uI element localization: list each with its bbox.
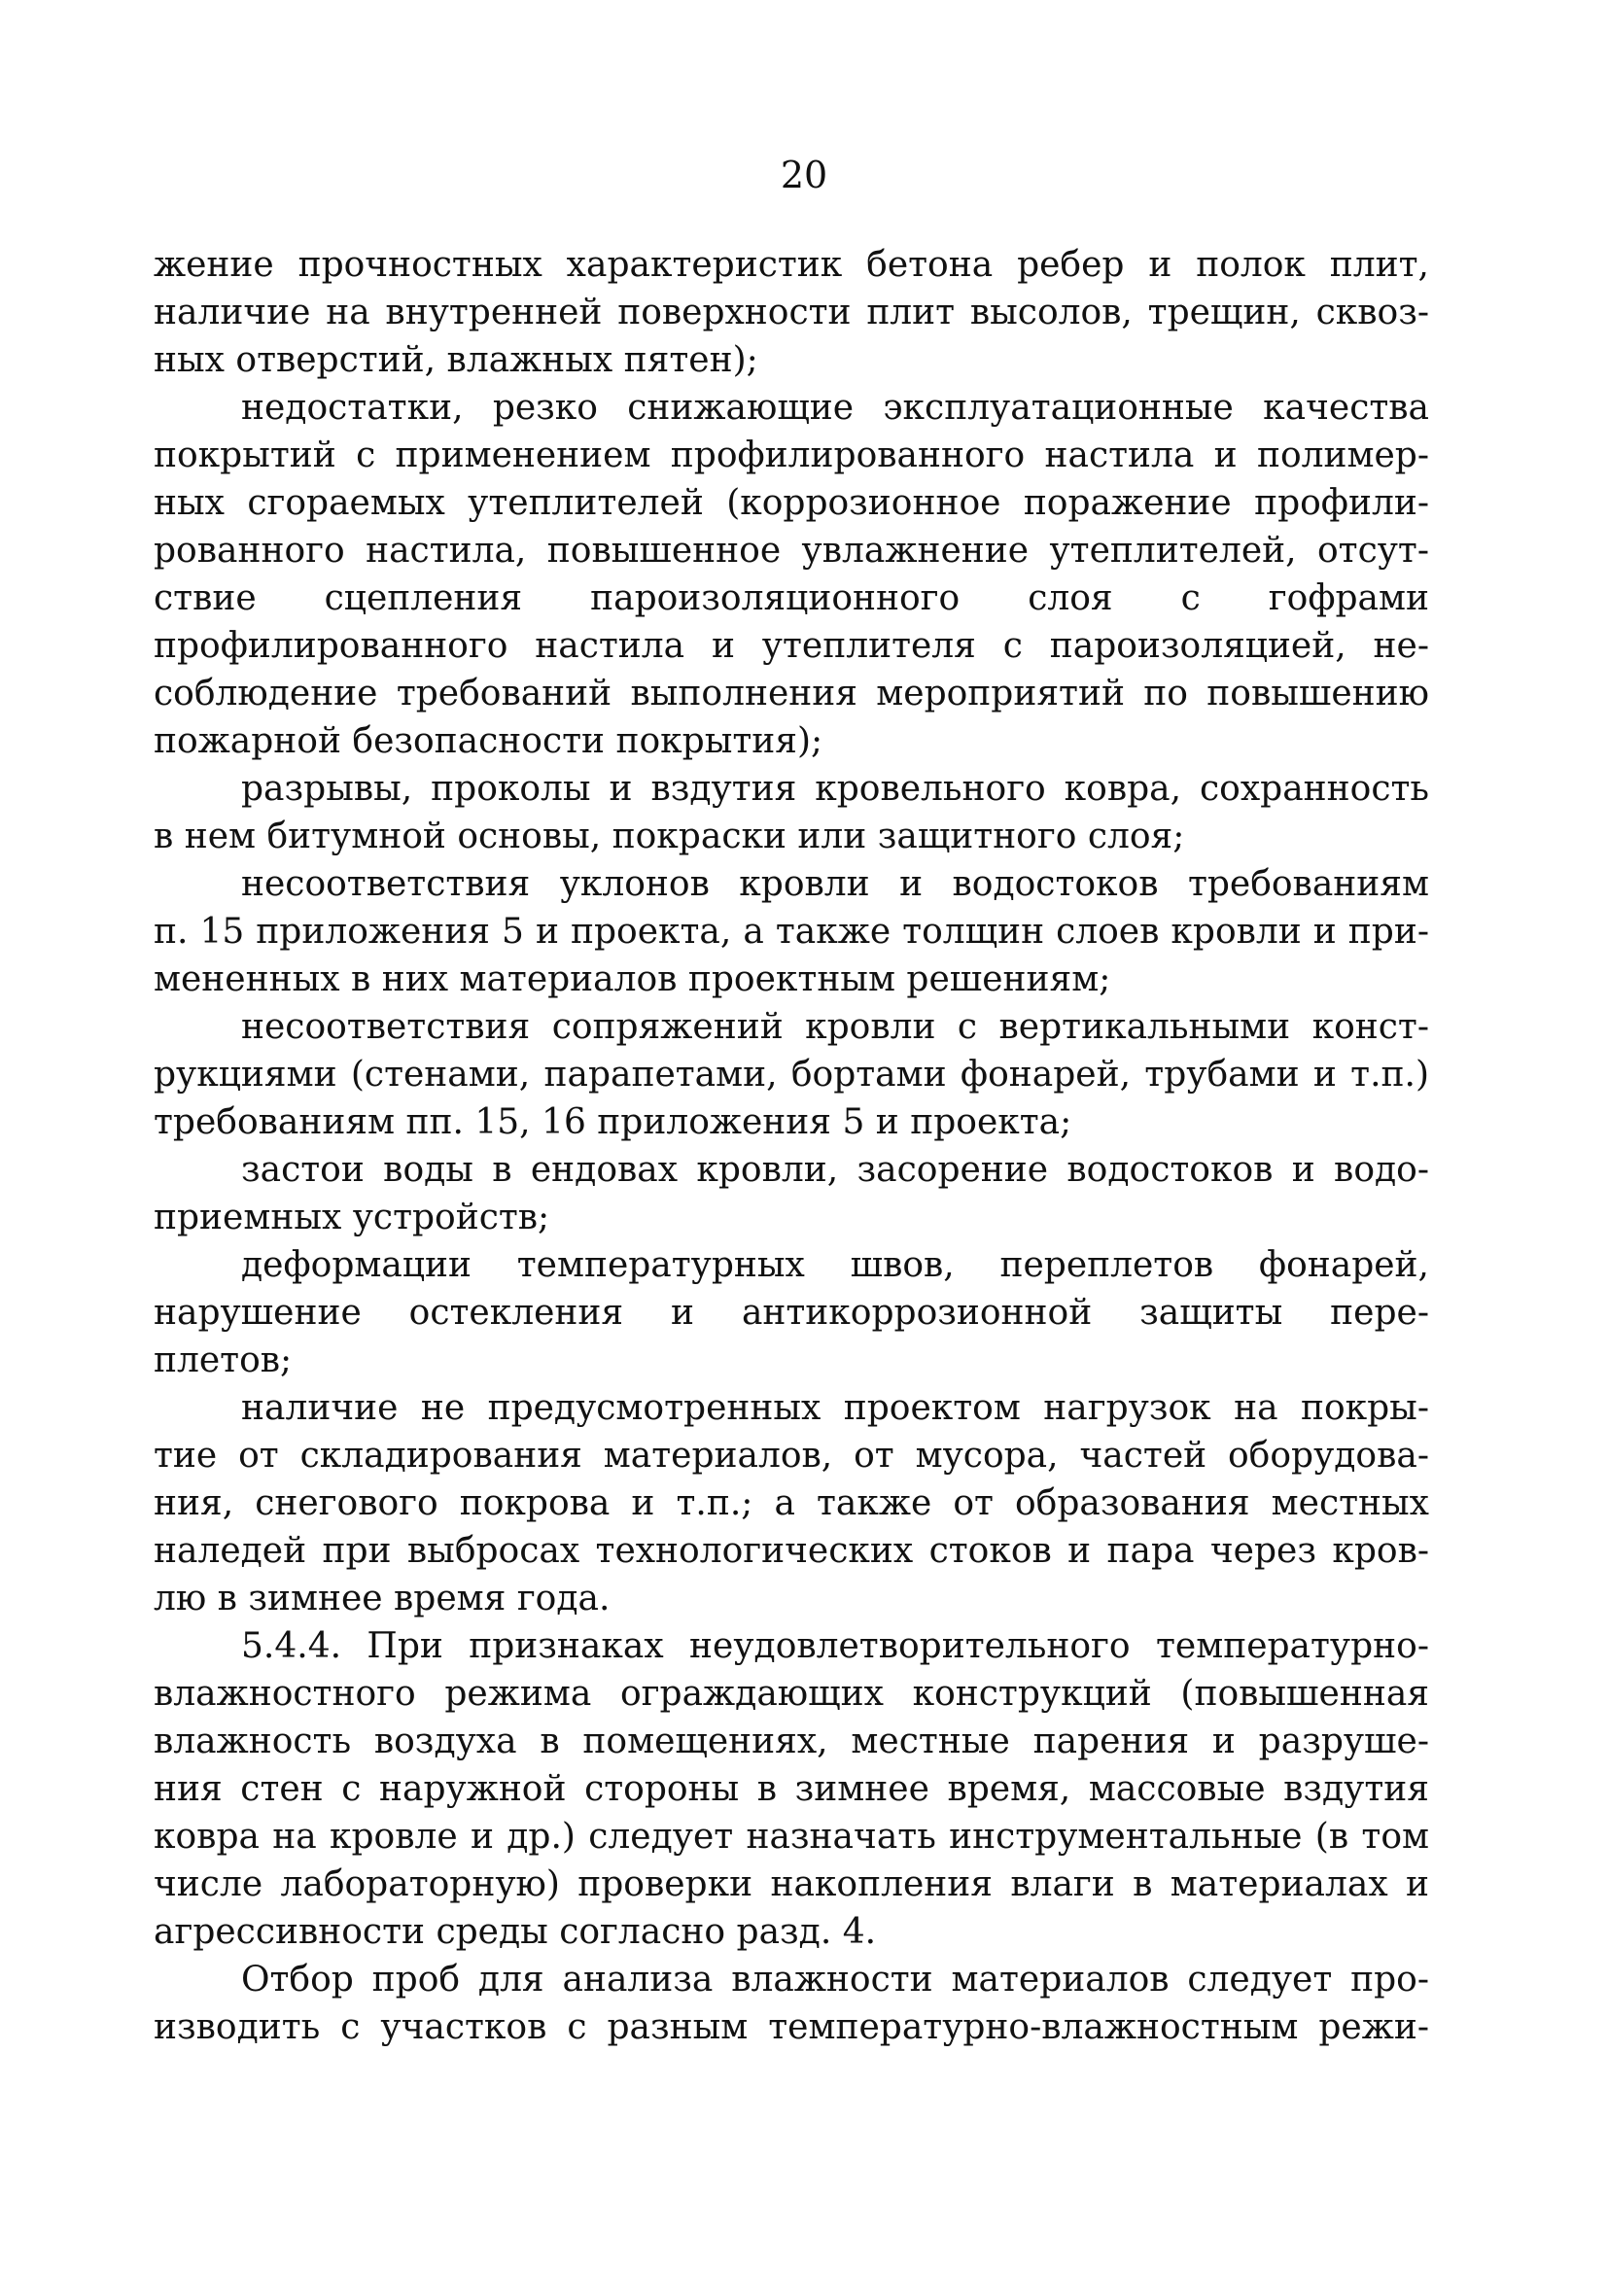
text-line: профилированного настила и утеплителя с пароизоляцией, не- (154, 626, 1429, 666)
paragraph (154, 1003, 1429, 1146)
text-line: влажностного режима ограждающих конструкций (повышенная (154, 1674, 1429, 1714)
text-line: разрывы, проколы и вздутия кровельного ковра, сохранность (241, 769, 1429, 809)
text-line: числе лабораторную) проверки накопления влаги в материалах и (154, 1864, 1429, 1904)
text-line: несоответствия уклонов кровли и водостоков требованиям (241, 864, 1429, 904)
text-line: ния, снегового покрова и т.п.; а также от образования местных (154, 1483, 1429, 1523)
text-line: недостатки, резко снижающие эксплуатационные качества (241, 388, 1429, 428)
paragraph (154, 860, 1429, 1003)
text-line: наличие на внутренней поверхности плит высолов, трещин, сквоз- (154, 293, 1429, 332)
text-line: п. 15 приложения 5 и проекта, а также толщин слоев кровли и при- (154, 912, 1429, 952)
paragraph (154, 1384, 1429, 1622)
text-line: ных сгораемых утеплителей (коррозионное поражение профили- (154, 483, 1429, 523)
page-number: 20 (780, 154, 828, 196)
text-line: приемных устройств; (154, 1198, 550, 1237)
text-line: соблюдение требований выполнения мероприятий по повышению (154, 674, 1429, 713)
text-line: наличие не предусмотренных проектом нагрузок на покры- (241, 1388, 1429, 1428)
text-line: нарушение остекления и антикоррозионной защиты пере- (154, 1293, 1429, 1333)
text-line: пожарной безопасности покрытия); (154, 721, 823, 761)
paragraph (154, 1622, 1429, 1956)
text-line: тие от складирования материалов, от мусора, частей оборудова- (154, 1436, 1429, 1476)
text-line: требованиям пп. 15, 16 приложения 5 и проекта; (154, 1102, 1072, 1142)
text-line: ния стен с наружной стороны в зимнее время, массовые вздутия (154, 1769, 1429, 1809)
text-line: изводить с участков с разным температурно-влажностным режи- (154, 2007, 1429, 2047)
text-line: лю в зимнее время года. (154, 1579, 611, 1618)
text-line: ковра на кровле и др.) следует назначать инструментальные (в том (154, 1817, 1429, 1857)
text-line: ных отверстий, влажных пятен); (154, 340, 758, 380)
text-line: несоответствия сопряжений кровли с вертикальными конст- (241, 1007, 1429, 1047)
paragraph (154, 1146, 1429, 1241)
paragraph (154, 241, 1429, 384)
text-line: мененных в них материалов проектным решениям; (154, 959, 1111, 999)
paragraph (154, 384, 1429, 765)
document-body (154, 241, 1429, 2051)
text-line: деформации температурных швов, переплетов фонарей, (241, 1245, 1429, 1285)
paragraph (154, 1956, 1429, 2051)
text-line: рованного настила, повышенное увлажнение утеплителей, отсут- (154, 531, 1429, 571)
text-line: покрытий с применением профилированного настила и полимер- (154, 435, 1429, 475)
text-line: застои воды в ендовах кровли, засорение водостоков и водо- (241, 1150, 1429, 1190)
paragraph (154, 1241, 1429, 1384)
text-line: Отбор проб для анализа влажности материалов следует про- (241, 1960, 1429, 2000)
text-line: агрессивности среды согласно разд. 4. (154, 1912, 877, 1952)
text-line: в нем битумной основы, покраски или защитного слоя; (154, 817, 1185, 856)
paragraph (154, 765, 1429, 860)
text-line: наледей при выбросах технологических стоков и пара через кров- (154, 1531, 1429, 1571)
text-line: влажность воздуха в помещениях, местные парения и разруше- (154, 1722, 1429, 1761)
text-line: 5.4.4. При признаках неудовлетворительного температурно- (241, 1626, 1429, 1666)
text-line: жение прочностных характеристик бетона ребер и полок плит, (154, 245, 1429, 285)
text-line: рукциями (стенами, парапетами, бортами фонарей, трубами и т.п.) (154, 1055, 1429, 1095)
text-line: плетов; (154, 1340, 293, 1380)
text-line: ствие сцепления пароизоляционного слоя с гофрами (154, 578, 1429, 618)
